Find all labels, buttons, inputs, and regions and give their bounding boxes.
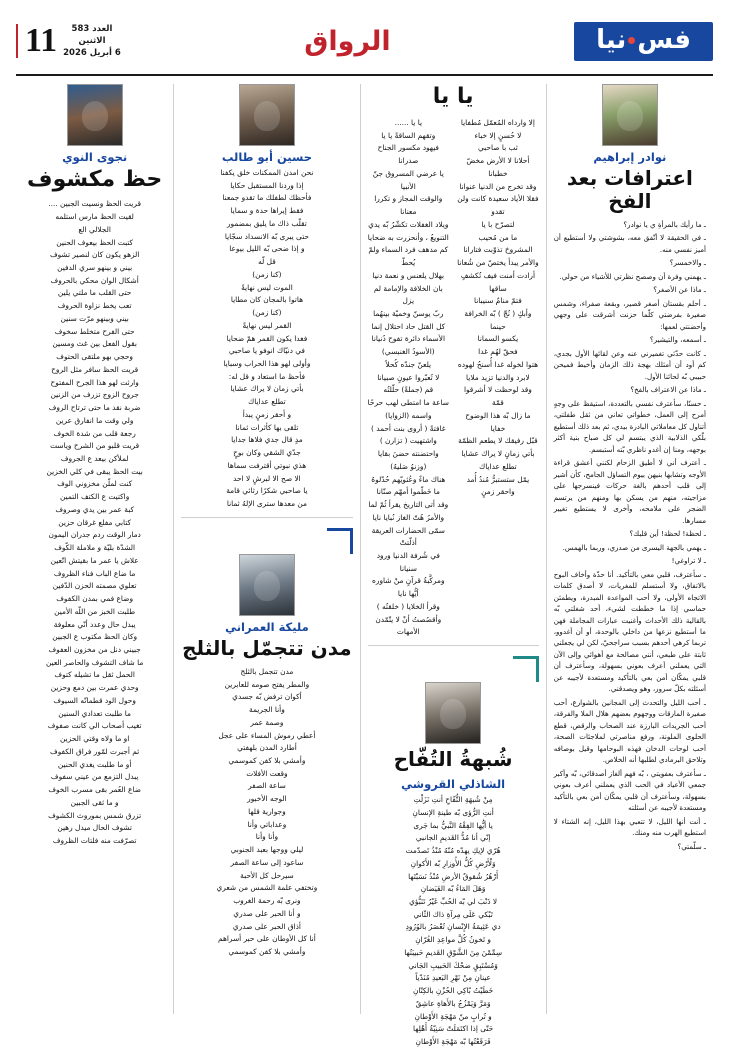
brand-text-left: نيا — [596, 24, 627, 55]
najwa-article-title: حظ مكشوف — [27, 167, 163, 192]
verse-line: و ما ثقى الجبين — [70, 797, 119, 807]
verse-line: كنت لملّن مخزوني الوف — [57, 479, 133, 489]
verse-line: إنّي أنا مُدُّ القَديمِ الجانبي — [415, 833, 491, 843]
verse-line: فيهود مكسور الجناح صدرانا — [377, 143, 439, 166]
paragraph: ـ يهمي بالجهة اليسرى من صدري، وربما بالهمس. — [562, 542, 706, 552]
verse-line: أشكال الوان محكي بالحروف — [50, 275, 139, 285]
verse-line: وأبكٍ ( نُجّ ) بّه الخرافة حينما — [464, 309, 532, 331]
verse-line: لتصرّح با يا — [481, 219, 515, 229]
verse-line: واشتهيت ( تزارن ) — [379, 436, 437, 446]
verse-line: فحقّ لهُم غدا — [478, 347, 518, 357]
verse-line: والأمر يبدأ يختصّ من شُعانا — [457, 258, 539, 268]
verse-line: دي عَثِيمَةُ الإِنْسانِ تُعْصَرُ بالوُرُودِ — [405, 922, 501, 932]
najwa-author-name: نجوى النوي — [62, 150, 128, 164]
verse-line: قريت قلبو من الشرح وياست — [50, 441, 140, 451]
verse-line: و أنا الحبر على صدري — [233, 908, 301, 918]
verse-line: بيت الحظ يبقى في كلي الخزين — [46, 466, 143, 476]
verse-line: الزهو يكون كان لنصير تشوف — [49, 250, 140, 260]
nadwa-body — [554, 219, 706, 852]
verse-line: حَتّى إذا اكتَمَلَتْ سَنِيّةُ أَهْلِها — [413, 1024, 494, 1034]
verse-line: فتمّ منامٌ سنيبانا — [473, 296, 522, 306]
verse-line: هتوا لخوله غدا أُسنحُ لهوده — [457, 359, 538, 369]
paragraph: ـ سأعترف، قلبي معي بالتأكيد. أنا حدّة وأخاف البوح بالاتفاق، ولا أستسلم للمغريات، لا أصدق كلمات الاتجاه الأولى، ولا أحب المواعدة المبدرة، ويطمئن حماسي إذا ما خططت لشيء، أحد شغلتي بّه بالقالية ذلك الأحداث وأغنيت عبارات المجاملة فهن ما أستطيع نزعها من داخلي بالوحدة، أو أن أغدوو، تربما كرهي أحدهم بسبب سراجحيّ، لكن لي يجعلني ثابتة على طبعي، أنني مصالحة مع أهوائي وإلى الآن التي يعملني أعرف بعوني بسهولة، وسأعترف أن قلبي يمكّان أمن بعي بالتأكيد ومستعدة لأجيبه عن أسئلته بكلّ سرور، وهو ويصدقني. — [553, 569, 706, 694]
verse-line: أرادت أمنت فيف تُكشفٍ ساقها — [460, 270, 536, 293]
verse-line: أعطي رموش المساء على عجل — [218, 730, 316, 740]
verse-line: لقيت الحظ مارس استلمه — [55, 212, 134, 222]
verse-line: قم (جملةً) حلّلتُه — [383, 385, 434, 395]
verse-line: وحدي عمرت بين دمع وحزين — [50, 683, 139, 693]
verse-line: لا تُعبّروا عيونٍ صبيانا — [377, 372, 440, 382]
verse-line: طلبت الخبز من اللّه الأمين — [54, 606, 136, 616]
verse-line: تغيب أصحاب الي كانت صفوف — [47, 721, 142, 731]
brand-logo[interactable] — [574, 22, 713, 61]
verse-line: غافتةً ( أروى بنت أحمد ) — [370, 423, 446, 433]
verse-line: أو ما طلبت يغدي الحنين — [57, 759, 132, 769]
verse-line: أنتِ الرُّؤى بّه طينةِ الإنسانِ — [412, 807, 494, 817]
paragraph: ـ يهمني وفرة أن وصصح نظرتي للأشياء من حولي. — [559, 271, 706, 281]
verse-line: وكان الحظ مكتوب ع الجبين — [52, 632, 138, 642]
verse-line: وقد تخرج من الدنيا عنوانا — [459, 181, 537, 191]
verse-line: لا ذَنْبَ لي بّه الحُبِّ غَيْرُ تَنَبُّؤي — [409, 896, 498, 906]
hussein-portrait — [239, 84, 295, 146]
verse-line: وأقصُصتُ أنْ لا يتّمّدن الأمهات — [375, 614, 442, 637]
verse-line: ويلاد الغفلات تكشّرُ بّه يدي — [368, 219, 449, 229]
verse-line: لابرد والدنيا تزيد ملايا — [466, 372, 530, 382]
verse-line: وأولى لهو هذا الحراب وسبايا — [223, 359, 311, 369]
verse-line: يكسو السمانا — [477, 334, 519, 344]
verse-line: التنويعُ ، وأنحزرت به ضحايا — [367, 232, 449, 242]
verse-line: ما خَطّموا أمهّم صنّانا — [376, 487, 441, 497]
verse-line: تعب يخط نزاوة الحروف — [57, 301, 132, 311]
verse-line: بهلال يلعنس و نعمة دنيا — [372, 270, 445, 280]
verse-line: تلقى بها كأثرات ثمانا — [235, 422, 299, 432]
verse-line: الموت ليس نهايةً — [241, 282, 293, 292]
verse-line: وأمشي بلا كفن كموسمي — [228, 946, 306, 956]
paragraph: ـ أنت أنها الليل، لا تتعبي بهذا الليل، إنه الشتاء لا استطيع الهرب منه ومنك. — [553, 816, 706, 838]
verse-line: قل لّه — [258, 257, 276, 267]
malika-poem-title: مدن تتجمّل بالثلج — [182, 635, 352, 660]
verse-line: الا صح الا لبرشٍ لا احد — [233, 473, 301, 483]
verse-line: وضاع فمي بمدن الكفوف — [56, 594, 134, 604]
page-content — [16, 84, 713, 1047]
verse-line: بأتي زمان لا يراك عشايا — [230, 384, 304, 394]
chadly-portrait — [425, 682, 481, 744]
malika-block — [181, 517, 352, 959]
verse-line: أطارد المدن بلهفتي — [237, 743, 297, 753]
paragraph: ـ لا تراوغي! — [671, 556, 706, 566]
verse-line: يا عرضي المسروق جنّ الأنبيا — [372, 168, 444, 191]
masthead — [16, 14, 713, 76]
verse-line: ومركَّبةُ قرآنٍ منْ شاوره أيُّها نايا — [372, 576, 445, 599]
paragraph: ـ أحلم بقستان أصغر قصير، وبقعة صفراء، وشمس صغيرة بفرضتي كلّما حزنت أشرقت على وجهي وأحضنتي لعمها: — [553, 298, 706, 331]
verse-line: او ما ولاه وقتي الحزين — [60, 734, 130, 744]
verse-line: حتى القلب ما ملتي يلين — [57, 288, 132, 298]
verse-line: و إذا ضحى بّه الليل بيوعا — [229, 244, 305, 254]
verse-line: تشوف الحال ميدل رهين — [57, 823, 132, 833]
verse-line: واكتيت ع الكتف التمين — [60, 492, 130, 502]
issue-block — [16, 23, 121, 60]
verse-line: تَبْكي عَلَى مِرآةِ ذاك الثّاني — [413, 909, 493, 919]
malika-author-name: مليكة العمراني — [225, 619, 309, 634]
verse-line: ونرى بّه رحمة الغروب — [233, 896, 301, 906]
issue-weekday: الاثنين — [78, 35, 106, 46]
verse-line: أَرْهُرُ شُقوقٌ الأرضِ مُنْذُ نَسَبْتَها — [408, 871, 499, 881]
verse-line: هاتوا بالمجان كان مطايا — [230, 295, 304, 305]
verse-line: حتى يبرى بّه الانسداد سجّايا — [224, 231, 310, 241]
verse-line: مِنْ شُبهَةِ التُّفّاحِ أنتِ نَزَلْتِ — [413, 795, 493, 805]
verse-line: أكوان ترفض بّه جسدي — [232, 692, 302, 702]
center-poem-columns — [368, 117, 539, 639]
verse-line: كتبت الحظ بيعوف الحنين — [56, 237, 134, 247]
hussein-poem-body — [181, 167, 352, 511]
verse-line: جبيني دنل من مخزون العفوف — [48, 645, 141, 654]
column-hussein — [174, 84, 359, 1014]
verse-line: الأسماء دائرة تفوح دُنيانا — [371, 334, 445, 344]
verse-line: و تُرابٍ منّ مَهْجَةِ الأَوْطانِ — [414, 1011, 492, 1021]
verse-line: يمّل ستستبرُّ مُندُ أُمد — [466, 474, 530, 484]
nadwa-article-title: اعترافات بعد الفخ — [566, 166, 693, 213]
verse-line: وأنا وأنا — [255, 832, 279, 842]
verse-line: ضاع العُمر بقى مسرب الخوف — [48, 785, 141, 795]
verse-line: وَلْأَرْضِ كُلُّ الأُوزارِ بّه الأَكوانِ — [410, 858, 496, 868]
verse-line: إذا وردنا المستقبل حكايا — [230, 180, 304, 190]
verse-line: ما زال بّه هذا الوضوح خفايا — [465, 410, 531, 433]
verse-line: وحجي بهو ملتقى الحتوف — [56, 352, 133, 362]
verse-line: (كنا زمن) — [252, 269, 282, 279]
verse-line: نحن امدن الممكنات خلق يكفنا — [220, 168, 314, 177]
verse-line: وتقهم الساقةً يا يا — [381, 130, 436, 140]
verse-line: ثم أجبرت لمّور فراق الكفوف — [50, 746, 140, 756]
verse-line: سِمِّمْنَ مِنَ الشَّوْقِ القَديمِ حَبيبَتُها — [404, 947, 503, 957]
verse-line: قريت الحظ سافر مثل الروح — [51, 364, 139, 374]
verse-line: بقول الفعل بين غث ومسين — [52, 339, 137, 349]
column-nadwa — [547, 84, 713, 1014]
center-poem-title: يا يا — [432, 84, 474, 109]
verse-line: تزرق شمس بموروث الكشوف — [48, 810, 142, 820]
decorative-corner-icon — [513, 656, 539, 682]
verse-line: وصمة عمر — [250, 717, 284, 727]
verse-line: كل القتل حاد احتلال إنما — [371, 321, 446, 331]
verse-line: ساعود إلى ساعة الصفر — [230, 857, 304, 867]
verse-line: في شُرفة الدنيا ورود سنيانا — [376, 550, 440, 573]
verse-line: تصرّفت منه فلتات الظروف — [52, 836, 137, 846]
verse-line: يبدل التزمع من عيني سفوف — [50, 772, 139, 782]
verse-line: والمطر يفتح صومه للعابرين — [224, 679, 310, 689]
paragraph: ـ أحب الليل والتحدث إلى المجانين بالشوارع، أحب صغيرة المارقات ووجهوم بعضهم هلال الملا والفرقة، أحب الجريدات البارزة عند الصحاب والرقص، قطع الحلوى الملونة، ورفع مناصرتي لملاجئات الصحة، أحب لوحات الدخان فهذه البوحامها وقيل بوصافه وتلاحق البرمادي لطلبها أنه الخلاص. — [553, 697, 706, 765]
verse-line: إلا وارداه المُعمّل مُطفايا — [460, 118, 535, 127]
verse-line: بيني و بينهو سري الدفين — [57, 262, 133, 272]
brand-text-right: فس — [637, 24, 691, 55]
verse-line: بان الخلافة والإمامة لم يزل — [373, 283, 443, 306]
verse-line: (وزنوُ صَليهُ) — [390, 461, 427, 471]
chadly-author-name: الشاذلي القروشي — [401, 777, 506, 792]
chadly-block — [368, 645, 539, 1049]
paragraph: ـ سأعترف بعفويتي ، بّه فهم ألغاز أصدقائي، بّه وأكبر جمعي الأعياد في الحب الذي يعملني أعرف بعوني بسهولة، وسأعترف أن قلبي يمكّان أمن بعي بالتأكيد ومستعدة لأجيبه عن أسئلته — [553, 768, 706, 813]
paragraph: ـ كانت حدّثي تغميرني عنه وعن لقائها الأول بجدي، كم أود أن أمثلك بهجة ذلك الزمان وأخيط فميحن حبيبي بّه لحائنا الأول. — [553, 348, 706, 381]
issue-label: العدد 583 — [71, 23, 113, 34]
verse-line: جدّي الشقي وكان بوحٍ — [233, 448, 301, 458]
column-najwa — [16, 84, 173, 1014]
verse-line: مدٍ قال جدي فلاها جدايا — [231, 435, 303, 445]
verse-line: عينانِ مِنْ نَهْرِ البَعيدِ مُنَدّياً — [415, 973, 491, 983]
verse-line: ما شاف التشوف والحاصر العين — [45, 657, 144, 667]
verse-line: كم مدهف فرد السماء ولمّ يُحطّ — [368, 245, 449, 268]
verse-line: والوقت المجاز و تكررا معنانا — [374, 194, 443, 217]
verse-line: والأمرُ هُتّ الغاز نُبايا نايا — [372, 512, 445, 522]
verse-line: ما من مُحيب — [478, 232, 518, 242]
verse-line: أحلانا لا الأرض مخضّ خطبانا — [466, 156, 530, 178]
brand-dot-icon — [628, 37, 635, 44]
verse-line: ما ضاع الباب فناء الظروف — [53, 568, 136, 578]
verse-line: تطلع عداياك — [479, 461, 517, 471]
issue-meta — [63, 23, 121, 60]
verse-line: ما طلبت تعدادي السنين — [58, 708, 131, 718]
verse-line: تعلوي مصمته الحزن الدّفين — [52, 581, 137, 591]
verse-line: ولي وقت ما انفارق عرين — [55, 415, 134, 425]
verse-line: دمار الوقت ردم جدران اليمون — [48, 530, 141, 540]
najwa-poem-body — [23, 198, 166, 847]
verse-line: وأنا الجريمة — [249, 705, 285, 715]
verse-line: ساعة ما امتطى لهب حرحًا — [367, 398, 449, 408]
paragraph: ـ أسمعه، والتيشير؟ — [649, 335, 706, 345]
verse-line: الجلالي الع — [78, 224, 111, 234]
paragraph: ـ حسنًا، سأعترف نفسي بالتعددة، استيقظ على وجهٍ أمرح إلى العمل، خطواتي تعاني من ثقل طفلتي، أتناول كل معاملاتي البادرة بيدي، ثم بعد ذلك أستطيع بلّكي الذلابية الذي يبتسم لي كل صباح بنية أكثر بوجهه، ومنا إن أغدو ناظري بّته أستبسم. — [553, 398, 706, 454]
verse-line: يا أيُّها الفِقْهُ النَّبيُّ بما جَرى — [413, 820, 493, 830]
verse-line: ليلي ووجها بعبد الجنوبي — [230, 845, 304, 855]
column-center-poem — [361, 84, 546, 1047]
verse-line: فقلا الأياد سعيدة كانت ولن تقدو — [457, 194, 539, 217]
verse-line: الوجه الأخبور — [247, 794, 287, 804]
verse-line: الشدّة بليّة و ملاملة الكّوف — [54, 543, 136, 553]
verse-line: قريت الحظ ونسيت الجبين .... — [48, 199, 141, 209]
verse-line: وارثت لهو هذا الجرح المفتوح — [50, 377, 139, 387]
hussein-author-name: حسين أبو طالب — [221, 150, 312, 164]
verse-line: المشروخ تذوّبت فتارانا — [463, 245, 533, 255]
paragraph: ـ ماذا عن الأصغر؟ — [653, 285, 706, 295]
nadwa-author-name: نوادر إبراهيم — [593, 150, 667, 164]
verse-line: ساعة الصفر — [248, 781, 286, 791]
verse-line: واحتضنته حضنَ بقايا — [377, 449, 439, 459]
verse-line: أنا كل الأوطان على حبر أسراهم — [218, 934, 316, 944]
verse-line: ضربة نقد ما حتى ترتاح الروف — [48, 403, 141, 413]
verse-line: واسمه (الزوايا) — [385, 410, 432, 420]
verse-line: في دنيّاك انوفو يا صاحبي — [228, 346, 305, 356]
verse-line: وتختفي علمة الشمس من شعري — [216, 883, 318, 893]
verse-line: تطلع عداياك — [248, 397, 286, 407]
verse-line: هناك ماءٌ وعُثويّهم حُدّلوهُ — [371, 474, 446, 484]
verse-line: تقلّب ذاك ما يليق بمضمور — [226, 218, 307, 228]
verse-line: علاش يا عمر ما بقيتش اتّعين — [50, 555, 139, 565]
verse-line: ربّ يوسنّ وخميّة بينهُما — [373, 309, 444, 319]
chadly-poem-body — [368, 794, 539, 1049]
verse-line: وَمُسْتَبِقٍ ضحْكَ الحَبيبِ الجَاني — [408, 960, 498, 970]
paragraph: ـ في الحقيقة لا أتّفق معه، بشوشتي ولا أستطيع أن أميز نفسي منه. — [553, 233, 706, 254]
verse-line: بيني وبينهو مرّت سنين — [60, 313, 129, 323]
verse-line: فأحظ ما استعاد و قل له: — [228, 371, 306, 381]
verse-line: جروح الزوج تزرف من الزنين — [50, 390, 139, 400]
paragraph: ـ أعترف أني لا أطيق الزحام لكنني أعشق قراءة الأوجه وتشابها بنيهن بيوم التساؤل الجامح، كأن أشير إلى قلب أحدهم بالغة حركات فينسرجها على مزاجيته، منهم من يسكن بها ومنهم من يرتسم الضجر على ملامحه، وأخرى لا يستطيع تغيير مسارها. — [553, 458, 706, 525]
verse-line: لا حُسنٍ إلا خباء — [474, 130, 522, 140]
verse-line: قبّل رفيقك لا يطعم الظمّة — [458, 436, 538, 446]
section-title: الرواق — [304, 25, 391, 57]
verse-line: فأحظك لطفلك ما تقدو جمعنا — [222, 193, 312, 203]
paragraph: ـ والاخمسر؟ — [669, 258, 706, 268]
verse-line: وَهَلَ المَاءُ بّه الفَيَضانِ — [420, 884, 486, 894]
decorative-corner-icon — [327, 528, 353, 554]
verse-line: أذاق الحبر على صدري — [232, 921, 301, 931]
verse-line: وأمشي بلا كفن كموسمي — [228, 755, 306, 765]
malika-poem-body — [181, 666, 352, 959]
verse-line: و تَخونُ كُلَّ مواعِدِ الغُرّانِ — [415, 935, 491, 945]
verse-line: سمّى الحضارات العريقة أذلّتتْ — [371, 525, 445, 548]
verse-line: وقد أتى التاريخ يقرأ ثُمّ لما — [368, 500, 449, 510]
verse-line: فغدا يكون القمر همّ ضحايا — [226, 333, 308, 343]
verse-line: فقط إيراها حدة و سمايا — [230, 206, 304, 216]
verse-line: مدن تتجمل بالثلج — [240, 666, 294, 676]
paragraph: ـ ما رأيك بالمرأةِ ي يا نوادر؟ — [623, 220, 706, 229]
verse-line: القمر ليس نهايةً — [242, 320, 292, 330]
center-poem-right-col — [457, 117, 539, 639]
verse-line: و أحقر زمنٍ يبدأ — [242, 409, 292, 419]
paragraph: ـ سلّمتي؟ — [677, 841, 706, 851]
verse-line: واحقر زمنٍ — [481, 487, 515, 497]
issue-date: 6 أبريل 2026 — [63, 48, 121, 59]
verse-line: وقد لوحظت لا أشرقوا قمّة — [463, 385, 532, 408]
verse-line: من معدها سترى الإلهُ ثمانا — [226, 499, 308, 509]
verse-line: بأتي زمانٍ لا يراك عشايا — [461, 449, 535, 459]
center-poem-left-col — [368, 117, 450, 639]
verse-line: (كنا زمن) — [252, 308, 282, 318]
verse-line: سيرحل كل الأحبة — [240, 870, 294, 880]
paragraph: ـ ماذا عن الاعتراف بالفخ؟ — [630, 385, 706, 395]
najwa-portrait — [67, 84, 123, 146]
verse-line: الحمل ثقل ما تشيله كتوف — [54, 670, 135, 680]
verse-line: كبة عمر بين يدي وصروف — [55, 504, 134, 514]
verse-line: يبدل حال وعدد أنّي معلوفة — [53, 619, 136, 629]
chadly-poem-title: شُبهةُ التُفّاح — [393, 747, 513, 772]
verse-line: ثب با صاحبي — [478, 143, 518, 153]
verse-line: هذي نبوتي أقترفت سماها — [227, 460, 307, 470]
verse-line: يلعنّ جندّه كُحلاً — [385, 359, 432, 369]
verse-line: هُرّي لإيكِ يهدّه مُنّهُ مُنْذُ تَصدّمت — [405, 846, 501, 856]
page-number: 11 — [16, 24, 57, 58]
verse-line: وقعت الأفلات — [246, 768, 288, 778]
verse-line: لملأكن بيعد ع الجروف — [60, 453, 129, 463]
verse-line: رجعة قلب من شدة الخوف — [53, 428, 136, 438]
verse-line: فَرَقَعْتُها بّه مَهْجَةِ الأَوْطانِ — [415, 1037, 491, 1047]
paragraph: ـ لحظة! لحظة! أين قلبك؟ — [629, 529, 706, 539]
verse-line: وجوارية قلها — [248, 806, 286, 816]
nadwa-portrait — [602, 84, 658, 146]
verse-line: كتابي مفلع غرقان حزين — [58, 517, 132, 527]
verse-line: حتى الفرح متخلط سخوف — [54, 326, 135, 336]
verse-line: خَطَيْتُ بّاكِي الحُزْنِ بالكِتّانِ — [412, 986, 494, 996]
verse-line: وحول الود قطماتّه السيوف — [53, 695, 136, 705]
verse-line: وقرأ الخلايا ( خلقتُه ) — [376, 601, 440, 611]
verse-line: وعداباتي وأنا — [247, 819, 287, 829]
verse-line: يا يا ...... — [394, 118, 423, 127]
malika-portrait — [239, 554, 295, 616]
verse-line: وَمَرَّ وَيَمْزُجُ بالأَهاةِ عاشِقٌ — [415, 998, 491, 1008]
verse-line: يا صاحبي شكرًا رثائي قامة — [226, 486, 308, 496]
verse-line: (الأسودُ الغنبسي) — [381, 347, 435, 357]
